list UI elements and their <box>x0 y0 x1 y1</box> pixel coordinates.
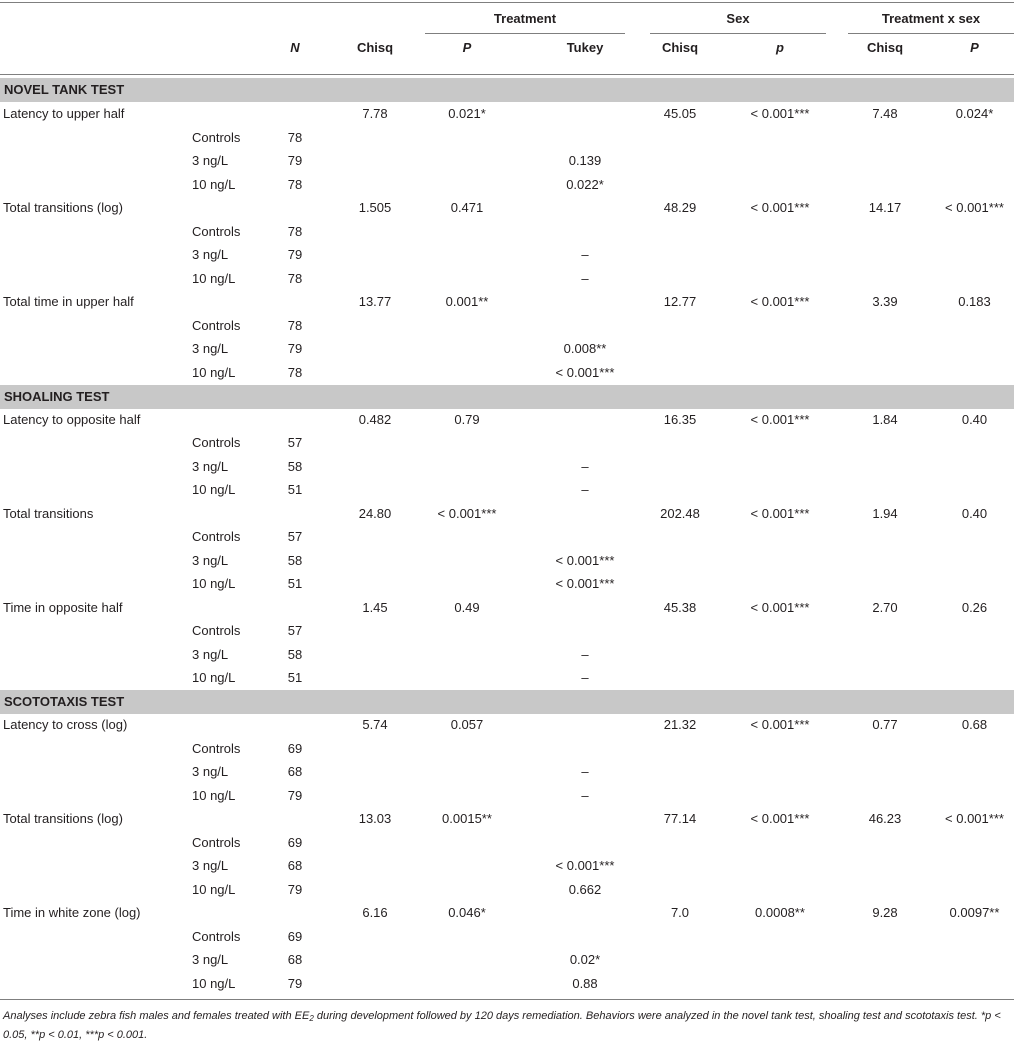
group-row <box>0 549 1014 573</box>
group-label: Controls <box>192 130 241 145</box>
group-label: Controls <box>192 623 241 638</box>
sex-chisq: 16.35 <box>663 412 697 427</box>
group-tukey: 0.02* <box>569 952 601 967</box>
group-label: 3 ng/L <box>192 459 229 474</box>
sex-p: < 0.001*** <box>750 294 810 309</box>
group-label: 10 ng/L <box>192 976 236 991</box>
group-label: 10 ng/L <box>192 177 236 192</box>
group-label: Controls <box>192 435 241 450</box>
group-label: 3 ng/L <box>192 764 229 779</box>
measure-row <box>0 408 1014 432</box>
interaction-chisq: 1.84 <box>872 412 898 427</box>
measure-row <box>0 290 1014 314</box>
section-title: NOVEL TANK TEST <box>4 82 125 97</box>
group-tukey <box>535 525 635 549</box>
group-n: 79 <box>287 153 303 168</box>
measure-name: Latency to upper half <box>3 106 125 121</box>
group-label: Controls <box>192 224 241 239</box>
group-row <box>0 126 1014 150</box>
group-n: 68 <box>287 858 303 873</box>
treatment-p: 0.49 <box>454 600 480 615</box>
group-label: 10 ng/L <box>192 482 236 497</box>
group-row <box>0 267 1014 291</box>
group-tukey: < 0.001*** <box>555 365 615 380</box>
footnote-text-2: during development followed by 120 days remediation. Behaviors were analyzed in the novel tank test, shoaling test and scototaxis test. *p < 0.05, **p < 0.01, ***p < 0.001. <box>3 1010 1001 1041</box>
group-row <box>0 431 1014 455</box>
group-tukey: – <box>581 788 589 803</box>
measure-name: Time in opposite half <box>3 600 123 615</box>
group-label: 3 ng/L <box>192 858 229 873</box>
interaction-chisq: 14.17 <box>868 200 902 215</box>
group-label: Controls <box>192 929 241 944</box>
group-label: 10 ng/L <box>192 271 236 286</box>
group-row <box>0 878 1014 902</box>
measure-row <box>0 596 1014 620</box>
measure-row <box>0 502 1014 526</box>
measure-row <box>0 713 1014 737</box>
col-tukey: Tukey <box>566 40 604 55</box>
sex-chisq: 202.48 <box>660 506 700 521</box>
group-n: 79 <box>287 341 303 356</box>
group-row <box>0 737 1014 761</box>
group-tukey: 0.022* <box>566 177 604 192</box>
group-tukey: – <box>581 459 589 474</box>
group-label: 3 ng/L <box>192 952 229 967</box>
group-n: 69 <box>287 741 303 756</box>
group-row <box>0 831 1014 855</box>
group-tukey <box>535 925 635 949</box>
col-treatment-p: P <box>462 40 472 55</box>
group-row <box>0 948 1014 972</box>
sex-p: 0.0008** <box>755 905 805 920</box>
group-row <box>0 314 1014 338</box>
header-treatment-x-sex: Treatment x sex <box>881 11 981 26</box>
group-tukey <box>535 831 635 855</box>
group-label: Controls <box>192 529 241 544</box>
table-footnote <box>3 1008 1011 1043</box>
interaction-chisq: 2.70 <box>872 600 898 615</box>
interaction-chisq: 3.39 <box>872 294 898 309</box>
treatment-chisq: 1.505 <box>358 200 392 215</box>
interaction-p: 0.68 <box>961 717 988 732</box>
group-n: 78 <box>287 365 303 380</box>
measure-row <box>0 807 1014 831</box>
group-n: 78 <box>287 130 303 145</box>
measure-row <box>0 102 1014 126</box>
group-n: 68 <box>287 952 303 967</box>
group-row <box>0 243 1014 267</box>
treatment-p: 0.057 <box>450 717 484 732</box>
group-tukey: 0.008** <box>563 341 607 356</box>
group-row <box>0 220 1014 244</box>
group-tukey: < 0.001*** <box>555 576 615 591</box>
group-n: 78 <box>287 224 303 239</box>
group-row <box>0 854 1014 878</box>
group-n: 57 <box>287 435 303 450</box>
measure-name: Time in white zone (log) <box>3 905 141 920</box>
section-band <box>0 690 1014 714</box>
group-n: 58 <box>287 647 303 662</box>
group-tukey: 0.662 <box>568 882 602 897</box>
treatment-chisq: 5.74 <box>362 717 388 732</box>
treatment-chisq: 13.03 <box>358 811 392 826</box>
group-label: 3 ng/L <box>192 553 229 568</box>
group-tukey: – <box>581 247 589 262</box>
group-n: 79 <box>287 247 303 262</box>
group-tukey: – <box>581 670 589 685</box>
group-row <box>0 149 1014 173</box>
group-tukey: – <box>581 647 589 662</box>
group-n: 57 <box>287 623 303 638</box>
interaction-chisq: 1.94 <box>872 506 898 521</box>
sex-chisq: 45.05 <box>663 106 697 121</box>
measure-row <box>0 196 1014 220</box>
group-label: 10 ng/L <box>192 788 236 803</box>
group-tukey: < 0.001*** <box>555 858 615 873</box>
group-n: 79 <box>287 976 303 991</box>
treatment-chisq: 6.16 <box>362 905 388 920</box>
group-label: 3 ng/L <box>192 647 229 662</box>
sex-chisq: 48.29 <box>663 200 697 215</box>
sex-p: < 0.001*** <box>750 717 810 732</box>
interaction-p: 0.26 <box>961 600 988 615</box>
group-tukey: 0.139 <box>568 153 602 168</box>
treatment-chisq: 7.78 <box>362 106 388 121</box>
interaction-p: 0.0097** <box>949 905 1000 920</box>
interaction-p: < 0.001*** <box>945 200 1004 215</box>
interaction-chisq: 46.23 <box>868 811 902 826</box>
group-row <box>0 619 1014 643</box>
group-n: 69 <box>287 929 303 944</box>
group-row <box>0 455 1014 479</box>
group-label: Controls <box>192 835 241 850</box>
sex-chisq: 12.77 <box>663 294 697 309</box>
treatment-chisq: 13.77 <box>358 294 392 309</box>
group-tukey <box>535 314 635 338</box>
col-sex-p: p <box>776 40 784 55</box>
sex-p: < 0.001*** <box>750 106 810 121</box>
sex-underline <box>650 33 826 34</box>
group-n: 58 <box>287 459 303 474</box>
treatment-p: 0.471 <box>450 200 484 215</box>
group-label: 10 ng/L <box>192 576 236 591</box>
sex-p: < 0.001*** <box>750 200 810 215</box>
header-rule <box>0 74 1014 75</box>
group-label: 10 ng/L <box>192 365 236 380</box>
group-tukey: < 0.001*** <box>555 553 615 568</box>
treatment-p: 0.79 <box>454 412 480 427</box>
group-n: 51 <box>287 670 303 685</box>
group-tukey: – <box>581 482 589 497</box>
treatment-p: 0.001** <box>445 294 489 309</box>
section-band <box>0 385 1014 409</box>
group-label: 3 ng/L <box>192 153 229 168</box>
section-title: SHOALING TEST <box>4 389 110 404</box>
measure-name: Total transitions (log) <box>3 811 123 826</box>
top-rule <box>0 2 1014 3</box>
group-tukey: – <box>581 764 589 779</box>
sex-p: < 0.001*** <box>750 600 810 615</box>
group-row <box>0 173 1014 197</box>
sex-chisq: 21.32 <box>663 717 697 732</box>
group-n: 68 <box>287 764 303 779</box>
group-row <box>0 525 1014 549</box>
header-sex: Sex <box>726 11 750 26</box>
footnote-subscript: 2 <box>309 1014 314 1023</box>
section-title: SCOTOTAXIS TEST <box>4 694 125 709</box>
interaction-underline <box>848 33 1014 34</box>
interaction-p: 0.183 <box>958 294 991 309</box>
col-interaction-p: P <box>970 40 979 55</box>
measure-name: Total transitions (log) <box>3 200 123 215</box>
group-tukey <box>535 737 635 761</box>
group-label: 10 ng/L <box>192 670 236 685</box>
group-n: 57 <box>287 529 303 544</box>
sex-p: < 0.001*** <box>750 811 810 826</box>
group-n: 78 <box>287 318 303 333</box>
section-band <box>0 78 1014 102</box>
group-tukey <box>535 619 635 643</box>
group-n: 51 <box>287 482 303 497</box>
group-n: 78 <box>287 177 303 192</box>
group-n: 51 <box>287 576 303 591</box>
col-interaction-chisq: Chisq <box>866 40 904 55</box>
group-n: 78 <box>287 271 303 286</box>
treatment-chisq: 24.80 <box>358 506 392 521</box>
sex-p: < 0.001*** <box>750 506 810 521</box>
interaction-p: 0.40 <box>961 506 988 521</box>
group-row <box>0 666 1014 690</box>
col-sex-chisq: Chisq <box>661 40 699 55</box>
group-row <box>0 972 1014 996</box>
group-row <box>0 760 1014 784</box>
sex-chisq: 45.38 <box>663 600 697 615</box>
measure-name: Latency to opposite half <box>3 412 141 427</box>
group-label: Controls <box>192 741 241 756</box>
treatment-p: < 0.001*** <box>437 506 497 521</box>
measure-row <box>0 901 1014 925</box>
group-tukey <box>535 126 635 150</box>
treatment-underline <box>425 33 625 34</box>
group-label: 10 ng/L <box>192 882 236 897</box>
sex-p: < 0.001*** <box>750 412 810 427</box>
measure-name: Total time in upper half <box>3 294 134 309</box>
interaction-p: 0.024* <box>955 106 994 121</box>
col-n: N <box>290 40 300 55</box>
group-n: 79 <box>287 882 303 897</box>
sex-chisq: 7.0 <box>670 905 690 920</box>
group-row <box>0 361 1014 385</box>
treatment-p: 0.046* <box>448 905 486 920</box>
sex-chisq: 77.14 <box>663 811 697 826</box>
group-row <box>0 337 1014 361</box>
bottom-rule <box>0 999 1014 1000</box>
group-n: 69 <box>287 835 303 850</box>
header-treatment: Treatment <box>493 11 557 26</box>
col-treatment-chisq: Chisq <box>356 40 394 55</box>
group-tukey <box>535 220 635 244</box>
group-n: 58 <box>287 553 303 568</box>
interaction-chisq: 7.48 <box>872 106 898 121</box>
group-row <box>0 572 1014 596</box>
treatment-chisq: 1.45 <box>362 600 388 615</box>
group-row <box>0 643 1014 667</box>
interaction-chisq: 9.28 <box>872 905 898 920</box>
interaction-p: < 0.001*** <box>945 811 1004 826</box>
measure-name: Total transitions <box>3 506 94 521</box>
group-label: Controls <box>192 318 241 333</box>
group-n: 79 <box>287 788 303 803</box>
group-tukey: – <box>581 271 589 286</box>
group-row <box>0 784 1014 808</box>
interaction-chisq: 0.77 <box>872 717 898 732</box>
measure-name: Latency to cross (log) <box>3 717 128 732</box>
group-label: 3 ng/L <box>192 341 229 356</box>
treatment-p: 0.0015** <box>442 811 492 826</box>
group-row <box>0 925 1014 949</box>
treatment-chisq: 0.482 <box>358 412 392 427</box>
group-tukey <box>535 431 635 455</box>
group-row <box>0 478 1014 502</box>
group-label: 3 ng/L <box>192 247 229 262</box>
footnote-text-1: Analyses include zebra fish males and females treated with EE <box>3 1010 310 1022</box>
interaction-p: 0.40 <box>961 412 988 427</box>
group-tukey: 0.88 <box>572 976 598 991</box>
treatment-p: 0.021* <box>448 106 486 121</box>
